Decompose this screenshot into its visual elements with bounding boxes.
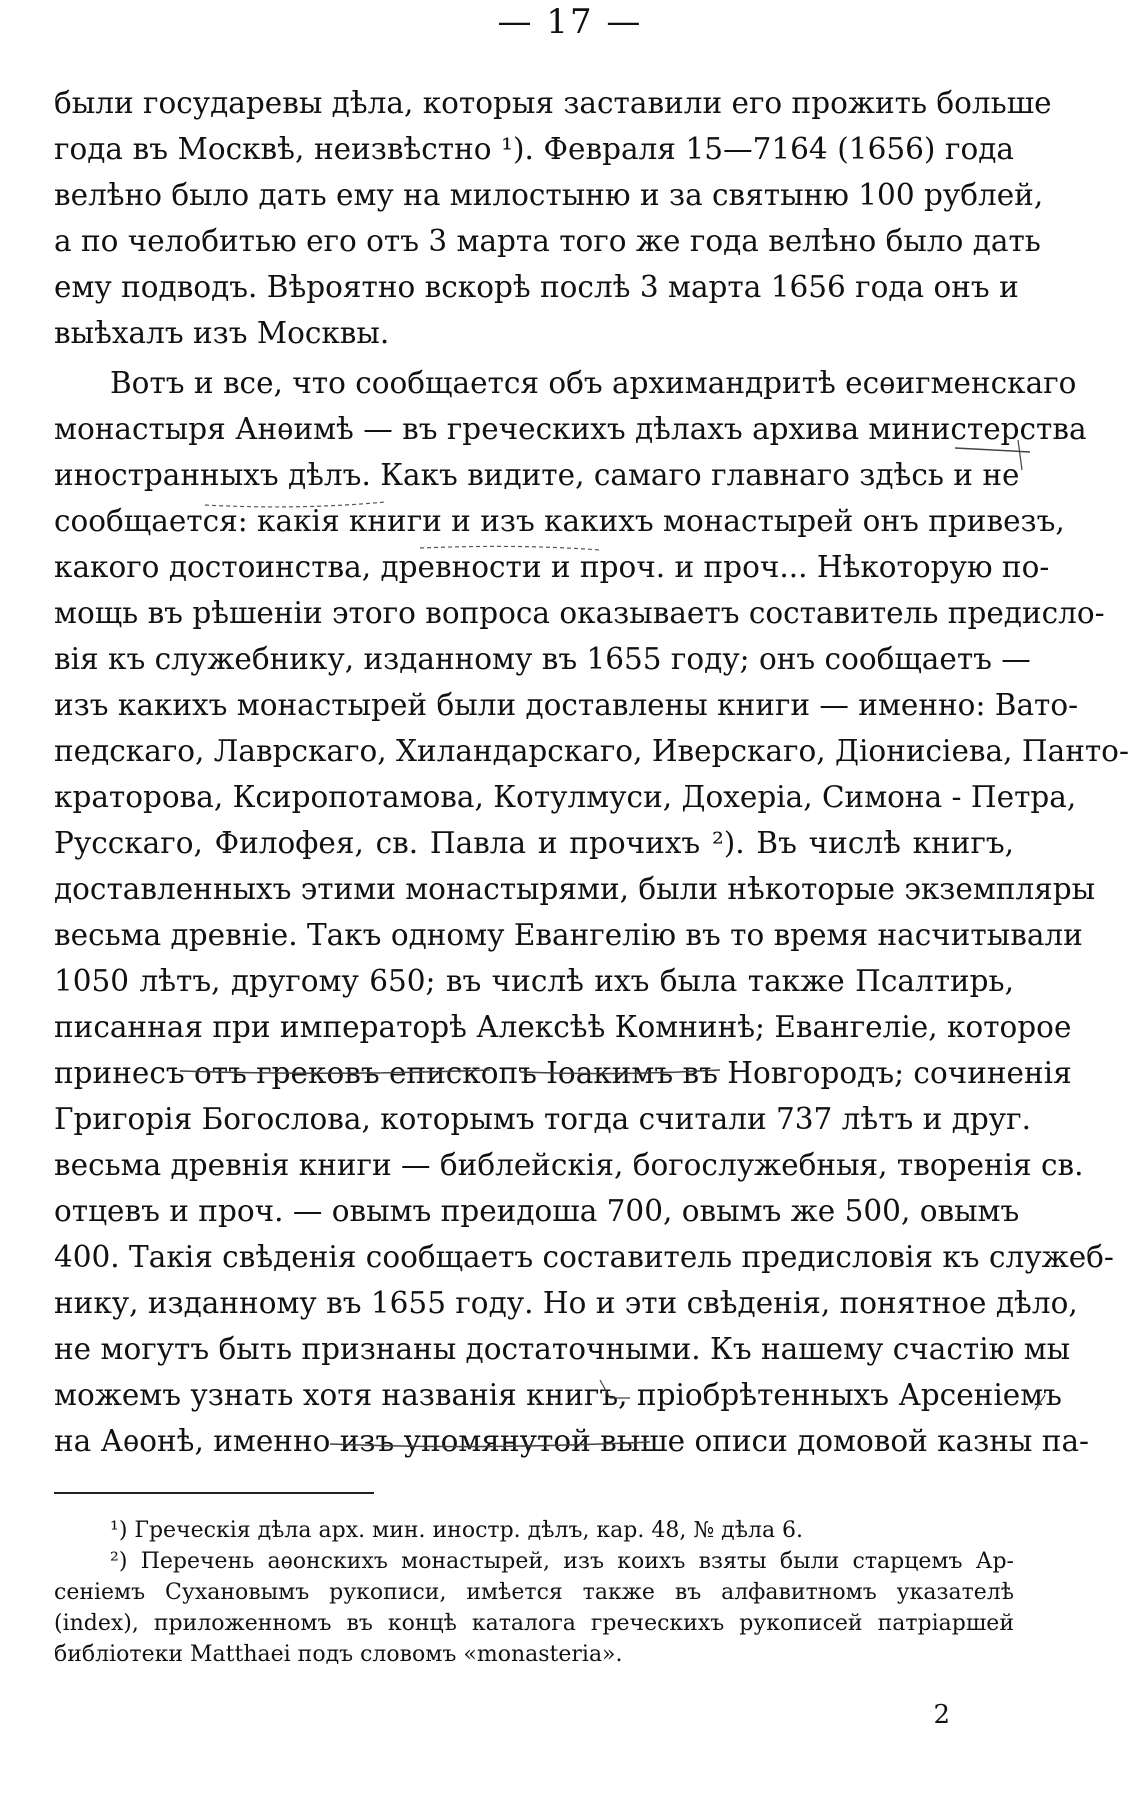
text-line: ему подводъ. Вѣроятно вскорѣ послѣ 3 марта 1656 года онъ и [54,270,1019,304]
text-line: иностранныхъ дѣлъ. Какъ видите, самаго главнаго здѣсь и не [54,458,1020,492]
footnote-divider [54,1492,374,1494]
text-line: весьма древнія книги — библейскія, богослужебныя, творенія св. [54,1148,1084,1182]
footnote-line: (index), приложенномъ въ концѣ каталога греческихъ рукописей патріаршей [54,1611,1014,1636]
text-line: Русскаго, Филофея, св. Павла и прочихъ ²). Въ числѣ книгъ, [54,826,1014,860]
text-line: были государевы дѣла, которыя заставили его прожить больше [54,86,1052,120]
text-line: на Аѳонѣ, именно изъ упомянутой выше описи домовой казны па- [54,1424,1090,1458]
text-line: велѣно было дать ему на милостыню и за святыню 100 рублей, [54,178,1044,212]
signature-mark: 2 [933,1700,950,1730]
text-line: года въ Москвѣ, неизвѣстно ¹). Февраля 15—7164 (1656) года [54,132,1014,166]
text-line: писанная при императорѣ Алексѣѣ Комнинѣ; Евангеліе, которое [54,1010,1072,1044]
footnote-line: сеніемъ Сухановымъ рукописи, имѣется также въ алфавитномъ указателѣ [54,1580,1014,1605]
text-line: краторова, Ксиропотамова, Котулмуси, Дохеріа, Симона - Петра, [54,780,1077,814]
text-line: сообщается: какія книги и изъ какихъ монастырей онъ привезъ, [54,504,1065,538]
text-line: можемъ узнать хотя названія книгъ, пріобрѣтенныхъ Арсеніемъ [54,1378,1062,1412]
footnote-line: ¹) Греческія дѣла арх. мин. иностр. дѣлъ, кар. 48, № дѣла 6. [110,1518,804,1543]
footnote [54,1546,1014,1670]
text-line: Вотъ и все, что сообщается объ архимандритѣ есѳигменскаго [110,366,1077,400]
text-line: мощь въ рѣшеніи этого вопроса оказываетъ составитель предисло- [54,596,1105,630]
paragraph [54,360,1129,1464]
text-line: отцевъ и проч. — овымъ преидоша 700, овымъ же 500, овымъ [54,1194,1020,1228]
text-line: изъ какихъ монастырей были доставлены книги — именно: Вато- [54,688,1079,722]
footnote-line: ²) Перечень аѳонскихъ монастырей, изъ коихъ взяты были старцемъ Ар- [110,1549,1014,1574]
body-text [54,80,1129,1464]
footnotes [54,1515,1014,1670]
paragraph [54,80,1052,356]
text-line: доставленныхъ этими монастырями, были нѣкоторые экземпляры [54,872,1096,906]
text-line: педскаго, Лаврскаго, Хиландарскаго, Иверскаго, Діонисіева, Панто- [54,734,1129,768]
text-line: не могутъ быть признаны достаточными. Къ нашему счастію мы [54,1332,1071,1366]
text-line: Григорія Богослова, которымъ тогда считали 737 лѣтъ и друг. [54,1102,1031,1136]
footnote [54,1515,1014,1546]
text-line: монастыря Анѳимѣ — въ греческихъ дѣлахъ архива министерства [54,412,1087,446]
text-line: выѣхалъ изъ Москвы. [54,316,390,350]
text-line: весьма древніе. Такъ одному Евангелію въ то время насчитывали [54,918,1083,952]
text-line: принесъ отъ грековъ епископъ Іоакимъ въ Новгородъ; сочиненія [54,1056,1072,1090]
footnote-line: библіотеки Matthaei подъ словомъ «monasteria». [54,1642,623,1667]
text-line: вія къ служебнику, изданному въ 1655 году; онъ сообщаетъ — [54,642,1031,676]
page-number: — 17 — [497,2,643,42]
text-line: нику, изданному въ 1655 году. Но и эти свѣденія, понятное дѣло, [54,1286,1078,1320]
text-line: какого достоинства, древности и проч. и проч... Нѣкоторую по- [54,550,1050,584]
text-line: 1050 лѣтъ, другому 650; въ числѣ ихъ была также Псалтирь, [54,964,1014,998]
text-line: а по челобитью его отъ 3 марта того же года велѣно было дать [54,224,1041,258]
text-line: 400. Такія свѣденія сообщаетъ составитель предисловія къ служеб- [54,1240,1114,1274]
